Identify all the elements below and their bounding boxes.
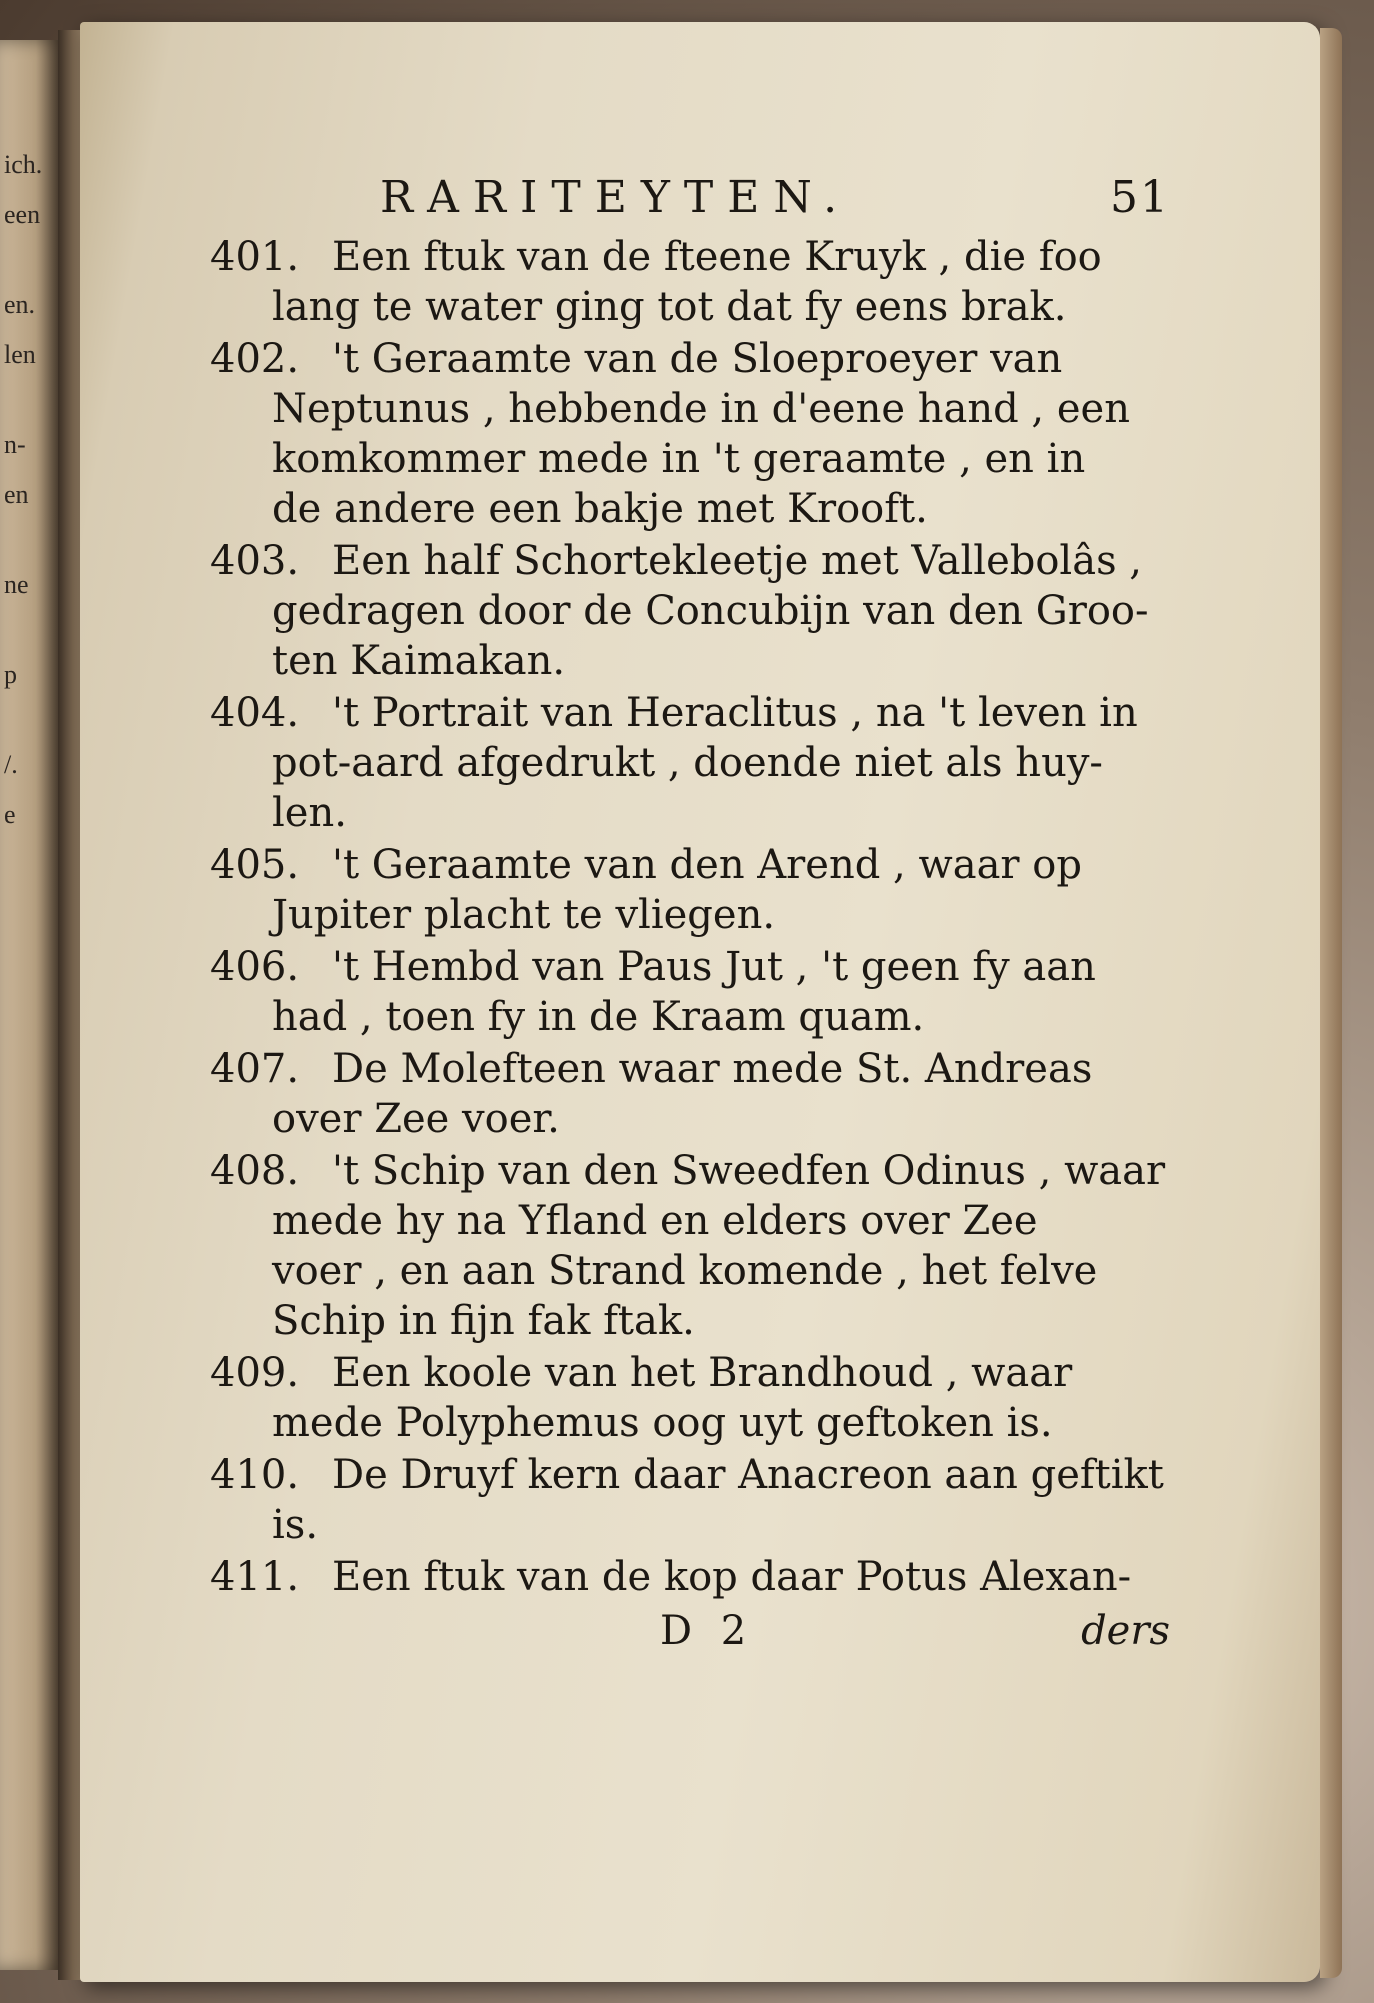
facing-page-fragment: en — [4, 480, 29, 509]
signature-mark: D 2 — [660, 1608, 755, 1654]
entry-number: 407. — [210, 1046, 300, 1092]
entry-line: Neptunus , hebbende in d'eene hand , een — [272, 386, 1130, 432]
entry-number: 401. — [210, 234, 300, 280]
facing-page-fragment: een — [4, 200, 41, 229]
facing-page-fragment: e — [4, 800, 16, 829]
entry-number: 402. — [210, 336, 300, 382]
book-page — [80, 22, 1320, 1982]
entry-number: 403. — [210, 538, 300, 584]
entry-line: 't Geraamte van den Arend , waar op — [332, 842, 1082, 888]
running-header — [210, 172, 1170, 232]
page-footer — [210, 1608, 1170, 1668]
entry-line: Een ftuk van de fteene Kruyk , die foo — [332, 234, 1102, 280]
entry-line: komkommer mede in 't geraamte , en in — [272, 436, 1086, 482]
page-edge — [1320, 28, 1342, 1978]
facing-page-fragment: en. — [4, 290, 36, 319]
entry-line: pot-aard afgedrukt , doende niet als huy- — [272, 740, 1103, 786]
entry-line: len. — [272, 790, 347, 836]
facing-page-fragment: p — [4, 660, 17, 689]
facing-page-fragment: /. — [4, 750, 18, 779]
entry-line: Jupiter placht te vliegen. — [272, 892, 776, 938]
catalog-entry — [210, 1044, 1170, 1144]
entry-number: 406. — [210, 944, 300, 990]
entry-line: mede Polyphemus oog uyt geftoken is. — [272, 1400, 1053, 1446]
entry-number: 410. — [210, 1452, 300, 1498]
entry-line: lang te water ging tot dat fy eens brak. — [272, 284, 1067, 330]
entry-line: 't Portrait van Heraclitus , na 't leven in — [332, 690, 1138, 736]
entry-number: 405. — [210, 842, 300, 888]
catalog-entry — [210, 840, 1170, 940]
entry-line: had , toen fy in de Kraam quam. — [272, 994, 925, 1040]
catalog-entry — [210, 1552, 1170, 1602]
entry-line: 't Geraamte van de Sloeproeyer van — [332, 336, 1063, 382]
entry-line: gedragen door de Concubijn van den Groo- — [272, 588, 1149, 634]
entry-number: 404. — [210, 690, 300, 736]
page-number: 51 — [1110, 172, 1170, 223]
entry-line: Een half Schortekleetje met Vallebolâs , — [332, 538, 1143, 584]
catalog-entry — [210, 1146, 1170, 1346]
running-title: RARITEYTEN. — [380, 172, 852, 223]
entry-number: 408. — [210, 1148, 300, 1194]
entry-line: De Molefteen waar mede St. Andreas — [332, 1046, 1093, 1092]
entry-line: Schip in fijn fak ftak. — [272, 1298, 695, 1344]
entry-line: voer , en aan Strand komende , het felve — [272, 1248, 1098, 1294]
catalog-entry — [210, 536, 1170, 686]
facing-page-edge — [0, 40, 60, 1970]
facing-page-fragment: len — [4, 340, 36, 369]
catalog-entry — [210, 334, 1170, 534]
entry-line: 't Schip van den Sweedfen Odinus , waar — [332, 1148, 1166, 1194]
catalog-entry — [210, 688, 1170, 838]
catalog-entry — [210, 232, 1170, 332]
entry-line: Een ftuk van de kop daar Potus Alexan- — [332, 1554, 1132, 1600]
entry-line: Een koole van het Brandhoud , waar — [332, 1350, 1073, 1396]
catalog-entry — [210, 1450, 1170, 1550]
catchword: ders — [1081, 1608, 1170, 1654]
facing-page-fragment: ich. — [4, 150, 43, 179]
facing-page-fragment: ne — [4, 570, 29, 599]
catalog-entry — [210, 1348, 1170, 1448]
entry-number: 411. — [210, 1554, 300, 1600]
entry-number: 409. — [210, 1350, 300, 1396]
entry-line: mede hy na Yfland en elders over Zee — [272, 1198, 1038, 1244]
facing-page-fragment: n- — [4, 430, 26, 459]
catalog-entry — [210, 942, 1170, 1042]
entry-line: De Druyf kern daar Anacreon aan geftikt — [332, 1452, 1164, 1498]
entry-line: 't Hembd van Paus Jut , 't geen fy aan — [332, 944, 1096, 990]
entry-line: over Zee voer. — [272, 1096, 560, 1142]
entry-line: ten Kaimakan. — [272, 638, 566, 684]
entry-line: de andere een bakje met Krooft. — [272, 486, 928, 532]
page-text — [210, 172, 1170, 1668]
entry-line: is. — [272, 1502, 319, 1548]
